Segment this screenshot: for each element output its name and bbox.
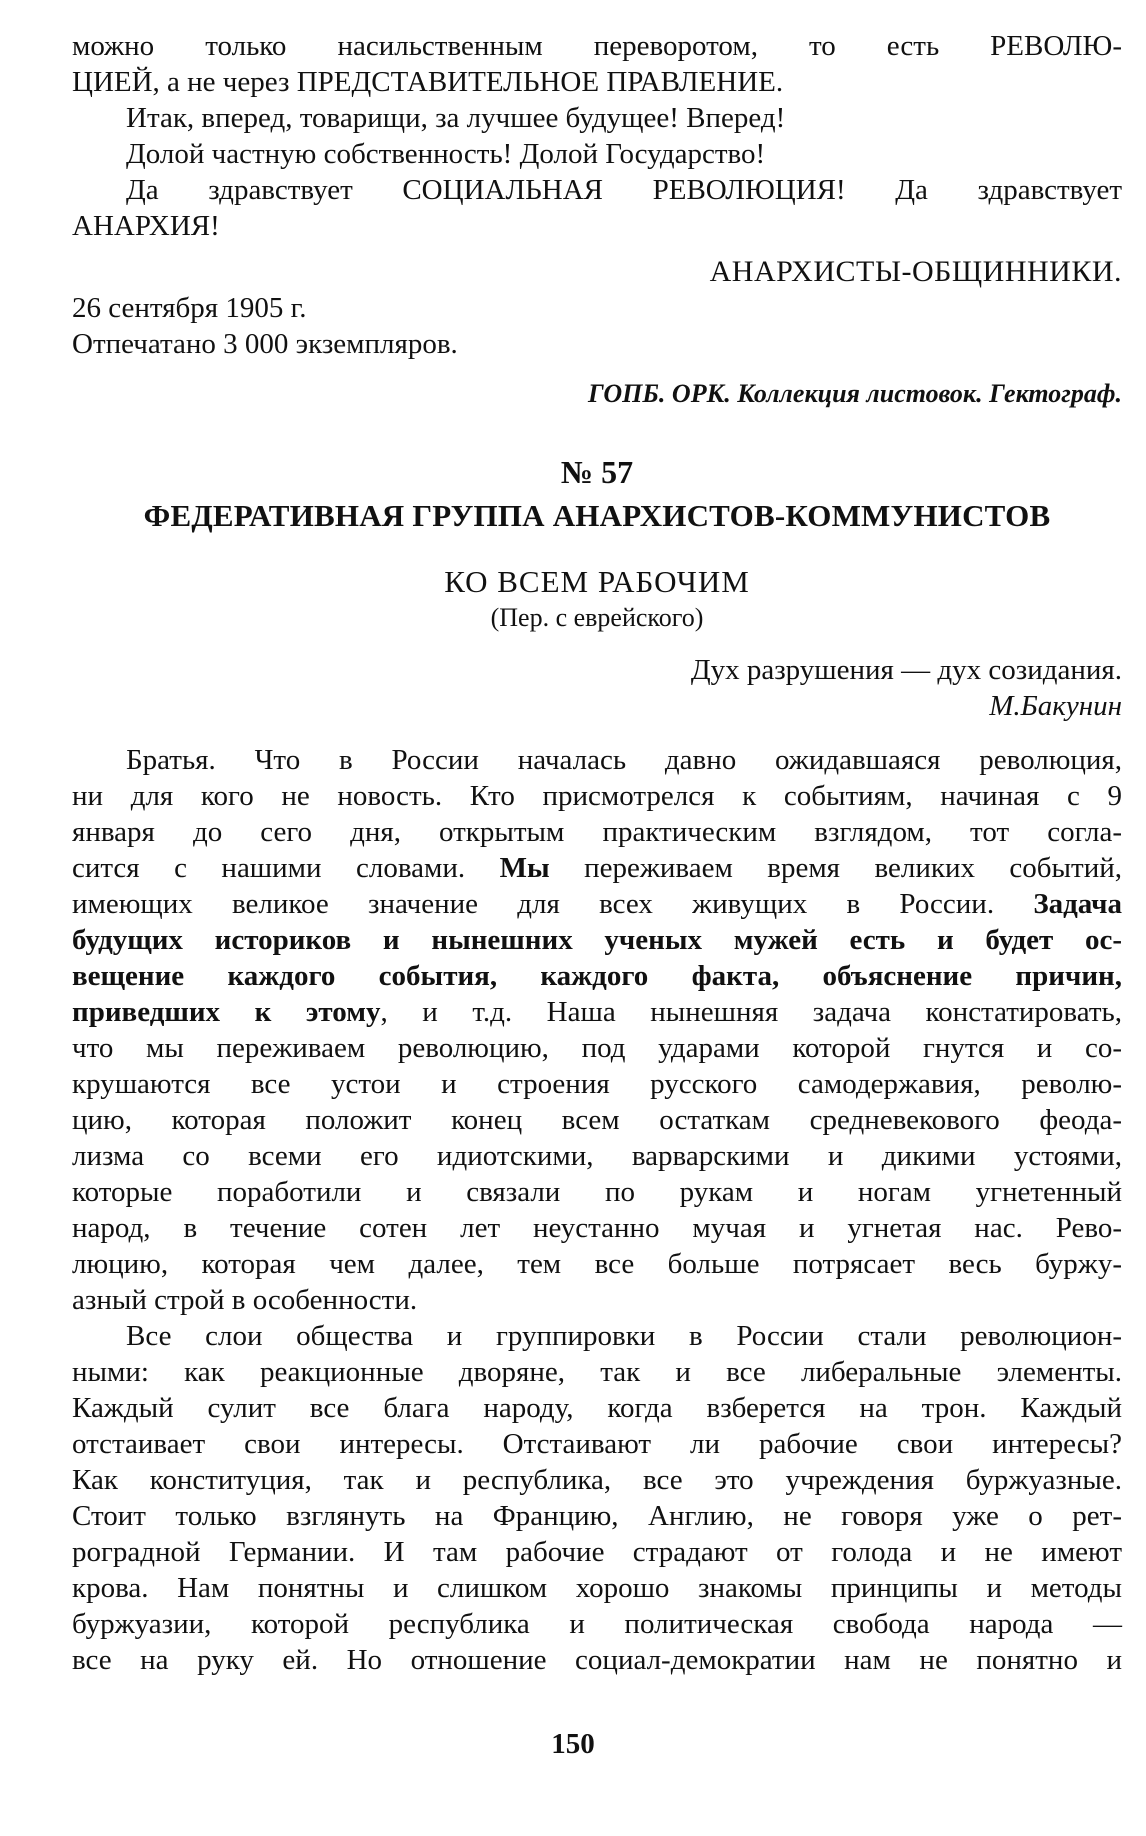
slogan-line: Итак, вперед, товарищи, за лучшее будущее! Вперед! xyxy=(126,102,786,134)
bold-fragment: Задача xyxy=(1033,888,1122,920)
text-line: роградной Германии. И там рабочие страдают от голода и не имеют xyxy=(72,1536,1122,1568)
paragraph-1 xyxy=(72,742,1122,1318)
text-fragment: переживаем время великих событий, xyxy=(549,852,1123,884)
signature: АНАРХИСТЫ-ОБЩИННИКИ. xyxy=(709,255,1122,288)
text-line: вещение каждого события, каждого факта, объяснение причин, xyxy=(72,960,1122,992)
text-line: которые поработили и связали по рукам и ногам угнетенный xyxy=(72,1176,1122,1208)
text-line: ными: как реакционные дворяне, так и все либеральные элементы. xyxy=(72,1356,1122,1388)
organization-title: ФЕДЕРАТИВНАЯ ГРУППА АНАРХИСТОВ-КОММУНИСТОВ xyxy=(143,498,1051,533)
text-line: что мы переживаем революцию, под ударами которой гнутся и со- xyxy=(72,1032,1122,1064)
text-fragment: имеющих великое значение для всех живущих в России. xyxy=(72,888,1034,920)
text-line: Как конституция, так и республика, все это учреждения буржуазные. xyxy=(72,1464,1122,1496)
text-line xyxy=(72,850,1122,886)
page-number: 150 xyxy=(551,1728,595,1760)
text-line: крова. Нам понятны и слишком хорошо знакомы принципы и методы xyxy=(72,1572,1122,1604)
date-line: 26 сентября 1905 г. xyxy=(72,292,307,324)
print-run-line: Отпечатано 3 000 экземпляров. xyxy=(72,328,458,360)
text-line: Братья. Что в России началась давно ожидавшаяся революция, xyxy=(126,744,1122,776)
text-line: можно только насильственным переворотом, то есть РЕВОЛЮ- xyxy=(72,30,1122,62)
slogan-line: АНАРХИЯ! xyxy=(72,210,220,242)
paragraph-2 xyxy=(72,1318,1122,1678)
epigraph: Дух разрушения — дух созидания. xyxy=(690,654,1122,686)
headline: КО ВСЕМ РАБОЧИМ xyxy=(444,564,750,599)
archive-source: ГОПБ. ОРК. Коллекция листовок. Гектограф. xyxy=(588,379,1122,408)
text-line: азный строй в особенности. xyxy=(72,1284,418,1316)
bold-fragment: Мы xyxy=(499,852,550,884)
text-line: Стоит только взглянуть на Францию, Англию, не говоря уже о рет- xyxy=(72,1500,1122,1532)
text-line xyxy=(72,886,1122,922)
text-line: народ, в течение сотен лет неустанно мучая и угнетая нас. Рево- xyxy=(72,1212,1122,1244)
text-line: января до сего дня, открытым практическим взглядом, тот согла- xyxy=(72,816,1122,848)
text-line: цию, которая положит конец всем остаткам средневекового феода- xyxy=(72,1104,1122,1136)
text-line: ни для кого не новость. Кто присмотрелся к событиям, начиная с 9 xyxy=(72,780,1122,812)
text-line: Каждый сулит все блага народу, когда взберется на трон. Каждый xyxy=(72,1392,1122,1424)
bold-fragment: приведших к этому xyxy=(72,996,381,1028)
text-fragment: сится с нашими словами. xyxy=(72,852,500,884)
text-fragment: , и т.д. Наша нынешняя задача констатировать, xyxy=(380,996,1122,1028)
slogan-line: Долой частную собственность! Долой Государство! xyxy=(126,138,766,170)
text-line: крушаются все устои и строения русского самодержавия, револю- xyxy=(72,1068,1122,1100)
document-page xyxy=(72,28,1122,1678)
text-line: все на руку ей. Но отношение социал-демократии нам не понятно и xyxy=(72,1644,1122,1676)
text-line xyxy=(72,994,1122,1030)
text-line: лизма со всеми его идиотскими, варварскими и дикими устоями, xyxy=(72,1140,1122,1172)
text-line: люцию, которая чем далее, тем все больше потрясает весь буржу- xyxy=(72,1248,1122,1280)
document-number: № 57 xyxy=(560,454,634,490)
epigraph-author: М.Бакунин xyxy=(989,690,1122,722)
text-line: ЦИЕЙ, а не через ПРЕДСТАВИТЕЛЬНОЕ ПРАВЛЕНИЕ. xyxy=(72,66,784,98)
text-line: Все слои общества и группировки в России стали революцион- xyxy=(126,1320,1122,1352)
text-line: буржуазии, которой республика и политическая свобода народа — xyxy=(72,1608,1122,1640)
text-line: будущих историков и нынешних ученых мужей есть и будет ос- xyxy=(72,924,1122,956)
slogan-line: Да здравствует СОЦИАЛЬНАЯ РЕВОЛЮЦИЯ! Да здравствует xyxy=(126,174,1122,206)
text-line: отстаивает свои интересы. Отстаивают ли рабочие свои интересы? xyxy=(72,1428,1122,1460)
subheadline: (Пер. с еврейского) xyxy=(490,603,704,632)
